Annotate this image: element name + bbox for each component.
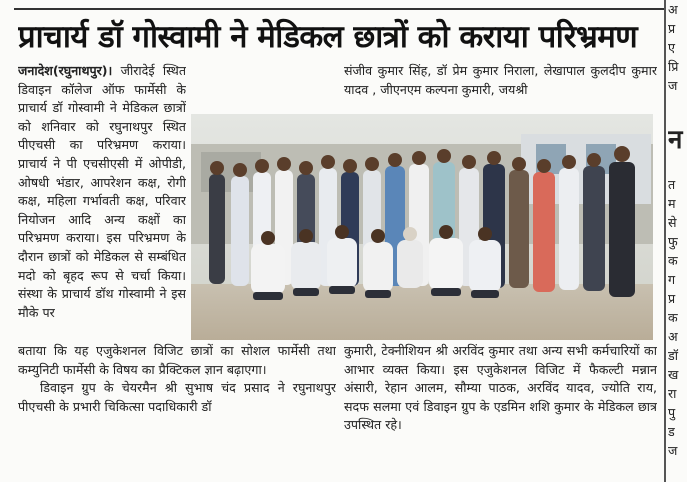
left-column-text: जीरादेई स्थित डिवाइन कॉलेज ऑफ फार्मेसी के प्राचार्य डॉ गोस्वामी ने मेडिकल छात्रों को शनिवार को रघुनाथपुर स्थित पीएचसी का परिभ्रमण कराया। प्राचार्य ने पी एचसीएसी में ओपीडी, ओषधी भंडार, आपरेशन कक्ष, रोगी कक्ष, महिला गर्भावती कक्ष, परिवार नियोजन आदि अन्य कक्षों का परिभ्रमण कराया। इस परिभ्रमण के दौरान छात्रों को मेडिकल से सम्बंधित मदो को बृहद रूप से चर्चा किया। संस्था के प्राचार्य डॉथ गोस्वामी ने इस मौके पर	[18, 63, 186, 320]
side-line: अ	[668, 2, 678, 17]
right-column-text: संजीव कुमार सिंह, डॉ प्रेम कुमार निराला, लेखापाल कुलदीप कुमार यादव , जीएनएम कल्पना कुमारी, जयश्री	[344, 63, 657, 97]
side-line: म	[668, 196, 676, 211]
side-line: ज	[668, 443, 678, 458]
side-line: ड	[668, 424, 675, 439]
side-line: ज	[668, 78, 678, 93]
side-line: त	[668, 177, 676, 192]
side-line: क	[668, 253, 678, 268]
side-line: प्र	[668, 291, 676, 306]
article-bottom-right	[344, 342, 657, 474]
side-line: ए	[668, 40, 675, 55]
top-rule	[14, 8, 664, 10]
dateline: जनादेश(रघुनाथपुर)।	[18, 63, 113, 78]
side-line: रा	[668, 386, 677, 401]
side-line: अ	[668, 329, 678, 344]
side-line: क	[668, 310, 678, 325]
bottom-left-para2: डिवाइन ग्रुप के चेयरमैन श्री सुभाष चंद प्रसाद ने रघुनाथपुर पीएचसी के प्रभारी चिकित्सा पदाधिकारी डॉ	[18, 380, 336, 414]
bottom-right-text: कुमारी, टेक्नीशियन श्री अरविंद कुमार तथा अन्य सभी कर्मचारियों का आभार व्यक्त किया। इस एजुकेशनल विजिट में फैकल्टी मन्नान अंसारी, रेहान आलम, सौम्या पाठक, अरविंद यादव, ज्योति राय, सदफ सलमा एवं डिवाइन ग्रुप के एडमिन शशि कुमार के मेडिकल छात्र उपस्थित रहे।	[344, 343, 657, 433]
side-line: डॉ	[668, 348, 678, 363]
side-line: ख	[668, 367, 679, 382]
side-line: प्रि	[668, 59, 679, 74]
side-line: ग	[668, 272, 676, 287]
side-line: फु	[668, 234, 678, 249]
column-divider	[664, 0, 666, 482]
headline: प्राचार्य डॉ गोस्वामी ने मेडिकल छात्रों को कराया परिभ्रमण	[18, 19, 638, 55]
side-line: से	[668, 215, 677, 230]
bottom-left-para1: बताया कि यह एजुकेशनल विजिट छात्रों का सोशल फार्मेसी तथा कम्युनिटी फार्मेसी के विषय का प्रैक्टिकल ज्ञान बढ़ाएगा।	[18, 343, 336, 377]
side-line: पु	[668, 405, 676, 420]
article-left-column	[18, 62, 186, 340]
side-line: प्र	[668, 21, 676, 36]
article-bottom-left	[18, 342, 336, 474]
adjacent-article-fragment	[668, 0, 687, 482]
article-right-column-top	[344, 62, 657, 99]
group-photo	[191, 114, 653, 340]
side-headline-fragment: न	[668, 125, 683, 155]
